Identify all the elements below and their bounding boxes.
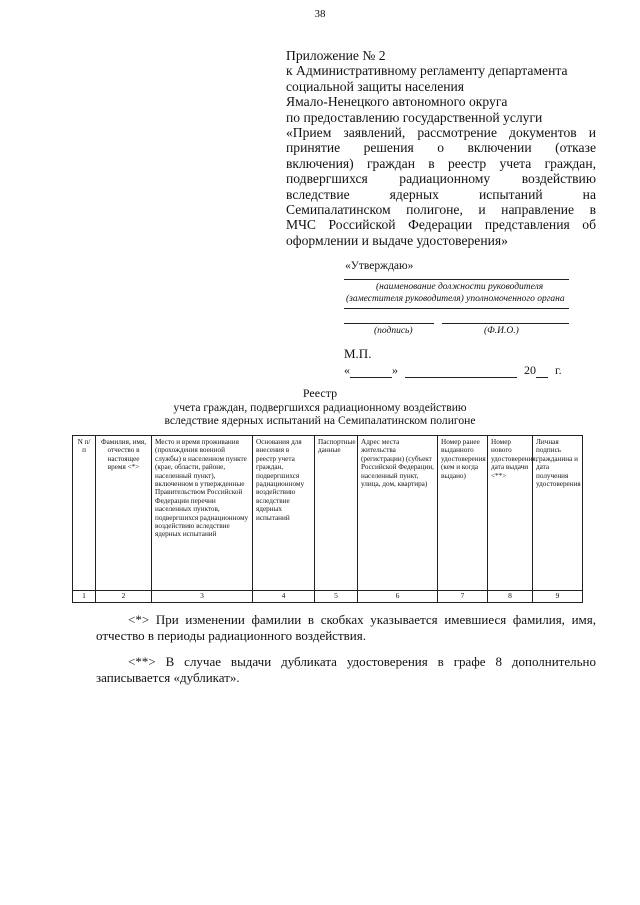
date-day-blank [350, 366, 392, 378]
register-subtitle-line-1: учета граждан, подвергшихся радиационному воздействию [173, 401, 467, 414]
date-year-blank [536, 366, 548, 378]
date-year-prefix: 20 [524, 363, 536, 377]
register-subtitle-line-2: вследствие ядерных испытаний на Семипалатинском полигоне [164, 414, 476, 427]
column-header: Номер нового удостоверения, дата выдачи <**> [488, 436, 533, 591]
column-number: 8 [488, 591, 533, 603]
footnote-surname-change: <*> При изменении фамилии в скобках указывается имевшиеся фамилия, имя, отчество в периоды радиационного воздействия. [96, 612, 596, 643]
column-number: 4 [253, 591, 315, 603]
annex-line: Ямало-Ненецкого автономного округа [286, 94, 508, 110]
date-month-blank [405, 366, 517, 378]
approval-position-line-2 [344, 308, 569, 309]
register-header-row [73, 436, 583, 591]
signature-hint: (подпись) [374, 326, 413, 336]
column-header: N п/п [73, 436, 96, 591]
annex-service-line: «Прием заявлений, рассмотрение документов и [286, 125, 596, 141]
stamp-place: М.П. [344, 346, 372, 361]
annex-line: по предоставлению государственной услуги [286, 109, 543, 125]
page-number: 38 [314, 8, 326, 20]
annex-service-line: принятие решения о включении (отказе [286, 140, 596, 156]
column-header: Место и время проживания (прохождения военной службы) в населенном пункте (крае, области, районе, населенный пункт), включенном в утвержденные Правительством Российской Федерации перечни населенных пунктов, подвергшихся радиационному воздействию вследствие ядерных испытаний [152, 436, 253, 591]
column-number: 9 [533, 591, 583, 603]
date-suffix: г. [555, 363, 562, 377]
register-table [72, 435, 583, 603]
column-number: 6 [358, 591, 438, 603]
signature-line [344, 323, 434, 324]
register-number-row [73, 591, 583, 603]
column-header: Личная подпись гражданина и дата получения удостоверения [533, 436, 583, 591]
annex-header [286, 48, 596, 248]
annex-service-line: вследствие ядерных испытаний на [286, 186, 596, 202]
annex-line: к Административному регламенту департамента [286, 63, 568, 79]
footnote-duplicate: <**> В случае выдачи дубликата удостоверения в графе 8 дополнительно записывается «дубликат». [96, 654, 596, 685]
column-number: 3 [152, 591, 253, 603]
column-number: 7 [438, 591, 488, 603]
date-close-quote: » [392, 363, 398, 377]
approval-position-hint-2: (заместителя руководителя) уполномоченного органа [346, 294, 565, 304]
annex-line: социальной защиты населения [286, 78, 465, 94]
footnotes [96, 612, 596, 696]
register-title: Реестр [302, 386, 338, 400]
approval-date-line [344, 363, 562, 378]
approval-position-line [344, 279, 569, 280]
register-subtitle [0, 401, 640, 427]
column-header: Паспортные данные [315, 436, 358, 591]
annex-service-line: включения) граждан в реестр учета граждан, [286, 155, 596, 171]
column-header: Основания для внесения в реестр учета граждан, подвергшихся радиационному воздействию вследствие ядерных испытаний [253, 436, 315, 591]
approval-position-hint-1: (наименование должности руководителя [376, 282, 544, 292]
name-line [442, 323, 569, 324]
name-hint: (Ф.И.О.) [484, 326, 519, 336]
annex-service-last-line: оформлении и выдаче удостоверения» [286, 232, 508, 248]
column-header: Номер ранее выданного удостоверения (кем и когда выдано) [438, 436, 488, 591]
annex-title: Приложение № 2 [286, 48, 386, 63]
annex-service-line: МЧС Российской Федерации представления об [286, 217, 596, 233]
annex-service-line: подвергшихся радиационному воздействию [286, 171, 596, 187]
column-number: 5 [315, 591, 358, 603]
approval-title: «Утверждаю» [345, 260, 414, 272]
column-number: 2 [96, 591, 152, 603]
annex-service-line: Семипалатинском полигоне, и направление в [286, 202, 596, 218]
column-number: 1 [73, 591, 96, 603]
column-header: Адрес места жительства (регистрации) (субъект Российской Федерации, населенный пункт, улица, дом, квартира) [358, 436, 438, 591]
column-header: Фамилия, имя, отчество в настоящее время <*> [96, 436, 152, 591]
date-open-quote: « [344, 363, 350, 377]
